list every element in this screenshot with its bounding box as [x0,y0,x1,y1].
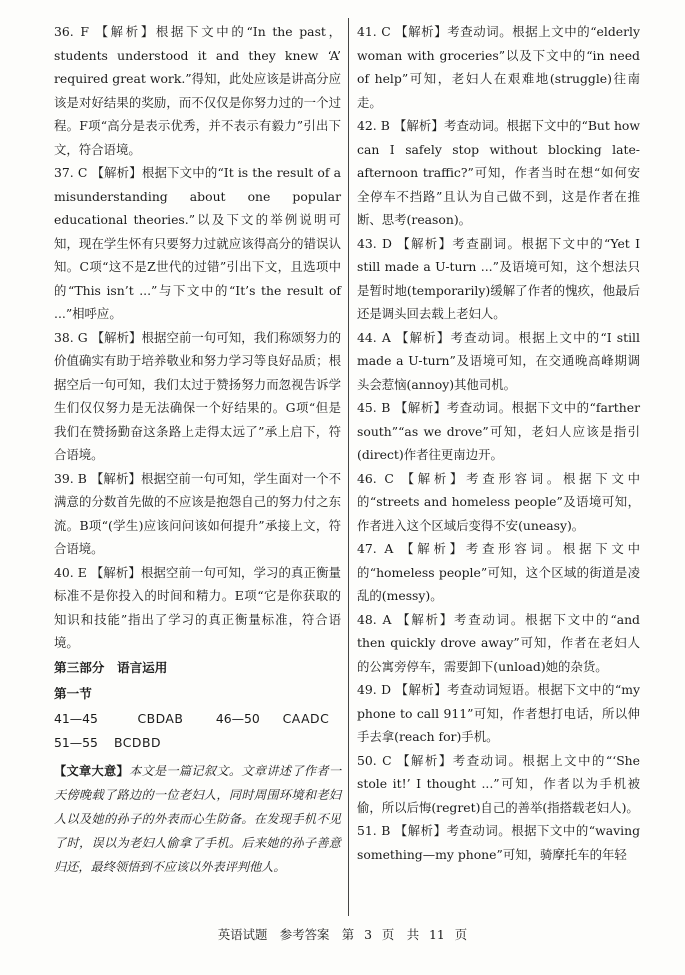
summary-text: 本文是一篇记叙文。文章讲述了作者一天傍晚载了路边的一位老妇人，同时周围环境和老妇人以及她的孙子的外表而心生防备。在发现手机不见了时，误以为老妇人偷拿了手机。后来她的孙子善意归还，最终领悟到不应该以外表评判他人。 [54,763,342,874]
answer-explanation-41: 41. C 【解析】考查动词。根据上文中的“elderly woman with groceries”以及下文中的“in need of help”可知，老妇人在艰难地(struggle)往南走。 [357,24,640,110]
answer-range: 41—45 [54,710,98,726]
answer-letters: CBDAB [137,710,184,726]
column-divider [348,18,349,916]
part-title: 第三部分 语言运用 [54,659,168,675]
answer-key-row [54,707,341,731]
answer-explanation-39: 39. B 【解析】根据空前一句可知，学生面对一个不满意的分数首先做的不应该是抱怨自己的努力付之东流。B项“(学生)应该问问该如何提升”承接上文，符合语境。 [54,470,341,556]
answer-explanation-37: 37. C 【解析】根据下文中的“It is the result of a misunderstanding about one popular educational theories.”以及下文的举例说明可知，现在学生怀有只要努力过就应该得高分的错误认知。C项“这不是Z世代的过错”引出下文，且选项中的“This isn’t ...”与下文中的“It’s the result of ...”相呼应。 [54,165,341,321]
answer-explanation-43: 43. D 【解析】考查副词。根据下文中的“Yet I still made a U-turn ...”及语境可知，这个想法只是暂时地(temporarily)缓解了作者的愧疚，他最后还是调头回去载上老妇人。 [357,235,640,321]
answer-key-row [54,731,341,755]
answer-explanation-46: 46. C 【解析】考查形容词。根据下文中的“streets and homeless people”及语境可知，作者进入这个区域后变得不安(uneasy)。 [357,470,640,533]
right-column [357,20,640,866]
answer-range: 51—55 [54,734,98,750]
answer-explanation-36: 36. F 【解析】根据下文中的“In the past，students understood it and they knew ‘A’ required great work.”得知，此处应该是讲高分应该是对好结果的奖励，而不仅仅是你努力过的一个过程。F项“高分是表示优秀，并不表示有毅力”引出下文，符合语境。 [54,24,341,157]
article-summary [54,759,341,879]
answer-explanation-45: 45. B 【解析】考查动词。根据下文中的“farther south”“as we drove”可知，老妇人应该是指引(direct)作者往更南边开。 [357,400,640,462]
answer-range: 46—50 [215,710,260,726]
answer-explanation-44: 44. A 【解析】考查动词。根据上文中的“I still made a U-turn”及语境可知，在交通晚高峰期调头会惹恼(annoy)其他司机。 [357,329,640,392]
answer-explanation-47: 47. A 【解析】考查形容词。根据下文中的“homeless people”可知，这个区域的街道是凌乱的(messy)。 [357,541,640,603]
answer-explanation-48: 48. A 【解析】考查动词。根据下文中的“and then quickly drove away”可知，作者在老妇人的公寓旁停车，需要卸下(unload)她的杂货。 [357,611,640,674]
summary-tag: 【文章大意】 [54,763,129,778]
subsection-title: 第一节 [54,685,92,701]
answer-explanation-42: 42. B 【解析】考查动词。根据下文中的“But how can I safely stop without blocking late-afternoon traffic?”可知，作者当时在想“如何安全停车不挡路”且认为自己做不到，这是作者在推断、思考(reason)。 [357,118,640,227]
answer-letters: BCDBD [114,734,162,750]
answer-explanation-50: 50. C 【解析】考查动词。根据上文中的“‘She stole it!’ I thought ...”可知，作者以为手机被偷，所以后悔(regret)自己的善举(指搭载老妇人)。 [357,752,640,815]
left-column [54,20,341,879]
answer-explanation-40: 40. E 【解析】根据空前一句可知，学习的真正衡量标准不是你投入的时间和精力。E项“它是你获取的知识和技能”指出了学习的真正衡量标准，符合语境。 [54,564,341,650]
answer-explanation-49: 49. D 【解析】考查动词短语。根据下文中的“my phone to call 911”可知，作者想打电话，所以伸手去拿(reach for)手机。 [357,682,640,744]
answer-explanation-51: 51. B 【解析】考查动词。根据下文中的“waving something—my phone”可知，骑摩托车的年轻 [357,823,640,862]
answer-explanation-38: 38. G 【解析】根据空前一句可知，我们称颂努力的价值确实有助于培养敬业和努力学习等良好品质；根据空后一句可知，我们太过于赞扬努力而忽视告诉学生们仅仅努力是无法确保一个好结果的。G项“但是我们在赞扬勤奋这条路上走得太远了”承上启下，符合语境。 [54,329,341,462]
page-footer: 英语试题 参考答案 第 3 页 共 11 页 [217,927,468,942]
answer-letters: CAADC [282,710,330,726]
